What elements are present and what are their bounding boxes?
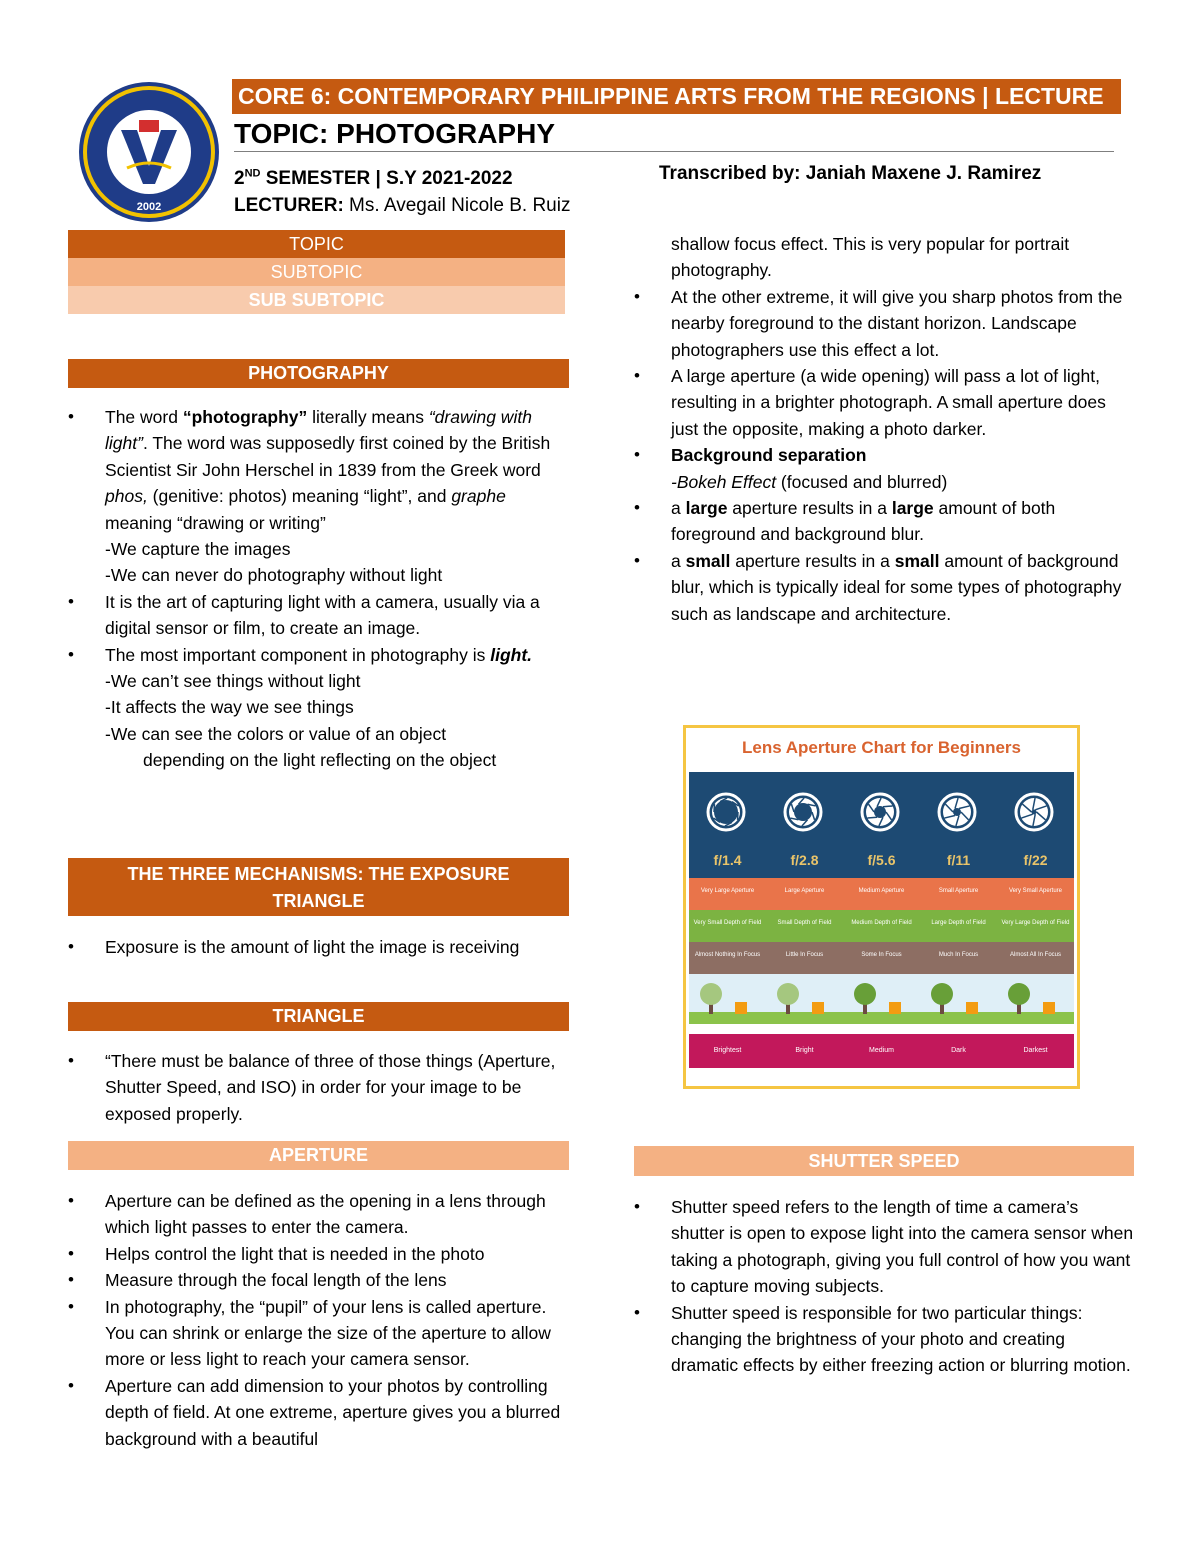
list-item: • Shutter speed is responsible for two particular things: changing the brightness of your photo and creating dramatic effects by either freezing action or blurring motion. <box>634 1300 1134 1379</box>
list-item: • a small aperture results in a small amount of background blur, which is typically ideal for some types of photography such as landscape and architecture. <box>634 548 1134 627</box>
lecturer-line: LECTURER: Ms. Avegail Nicole B. Ruiz <box>234 195 571 216</box>
list-item: • “There must be balance of three of those things (Aperture, Shutter Speed, and ISO) in order for your image to be exposed properly. <box>68 1048 568 1127</box>
legend-topic: TOPIC <box>68 230 565 258</box>
exposure-content <box>68 934 568 960</box>
legend-subsubtopic: SUB SUBTOPIC <box>68 286 565 314</box>
chart-cell-label: Large Aperture <box>784 888 825 894</box>
aperture-size-row <box>689 878 1074 910</box>
university-seal-logo <box>77 80 221 224</box>
chart-cell-label: Large Depth of Field <box>931 920 986 926</box>
list-item: • Aperture can be defined as the opening in a lens through which light passes to enter the camera. <box>68 1188 568 1241</box>
page-title: TOPIC: PHOTOGRAPHY <box>234 117 1114 152</box>
list-item: • Aperture can add dimension to your photos by controlling depth of field. At one extreme, aperture gives you a blurred background with a beautiful <box>68 1373 568 1452</box>
chart-cell-label: Dark <box>951 1047 966 1054</box>
list-item: • Background separation -Bokeh Effect (focused and blurred) <box>634 442 1134 495</box>
focus-row <box>689 942 1074 974</box>
svg-text:2002: 2002 <box>136 201 162 213</box>
chart-cell-label: Small Depth of Field <box>777 920 832 926</box>
aperture-icon <box>783 792 823 832</box>
course-banner: CORE 6: CONTEMPORARY PHILIPPINE ARTS FROM THE REGIONS | LECTURE <box>232 79 1121 114</box>
semester-line: 2ND SEMESTER | S.Y 2021-2022 <box>234 168 513 190</box>
aperture-icon <box>937 792 977 832</box>
section-aperture: APERTURE <box>68 1141 569 1170</box>
chart-cell-label: Medium <box>869 1047 894 1054</box>
chart-cell-label: Small Aperture <box>938 888 979 894</box>
scene-row <box>689 974 1074 1024</box>
chart-cell-label: Medium Aperture <box>858 888 905 894</box>
list-item: • Shutter speed refers to the length of time a camera’s shutter is open to expose light into the camera sensor when taking a photograph, giving you full control of how you want to capture moving subjects. <box>634 1194 1134 1300</box>
section-triangle: TRIANGLE <box>68 1002 569 1031</box>
chart-cell-label: Darkest <box>1023 1047 1048 1054</box>
aperture-icon <box>1014 792 1054 832</box>
list-item: • A large aperture (a wide opening) will pass a lot of light, resulting in a brighter photograph. A small aperture does just the opposite, making a photo darker. <box>634 363 1134 442</box>
list-item: • The most important component in photography is light. -We can’t see things without light -It affects the way we see things -We can see the colors or value of an object depending on the light reflecting on the object <box>68 642 568 774</box>
chart-cell-label: Bright <box>795 1047 814 1054</box>
chart-title: Lens Aperture Chart for Beginners <box>742 738 1021 757</box>
chart-body <box>689 772 1074 1084</box>
f-stop-label: f/22 <box>1023 852 1048 868</box>
shutter-content <box>634 1194 1134 1379</box>
list-item: • It is the art of capturing light with a camera, usually via a digital sensor or film, to create an image. <box>68 589 568 642</box>
section-exposure-triangle: THE THREE MECHANISMS: THE EXPOSURE TRIANGLE <box>68 858 569 916</box>
depth-of-field-row <box>689 910 1074 942</box>
section-photography: PHOTOGRAPHY <box>68 359 569 388</box>
aperture-column <box>997 772 1074 878</box>
aperture-band <box>689 772 1074 878</box>
aperture-icon <box>860 792 900 832</box>
f-stop-label: f/5.6 <box>867 852 896 868</box>
chart-cell-label: Very Small Aperture <box>1008 888 1063 894</box>
aperture-column <box>766 772 843 878</box>
brightness-row <box>689 1034 1074 1068</box>
photography-content <box>68 404 568 774</box>
f-stop-label: f/1.4 <box>713 852 742 868</box>
legend-subtopic: SUBTOPIC <box>68 258 565 286</box>
aperture-content <box>68 1188 568 1452</box>
scene-illustration <box>997 974 1074 1024</box>
list-item: • In photography, the “pupil” of your lens is called aperture. You can shrink or enlarge the size of the aperture to allow more or less light to reach your camera sensor. <box>68 1294 568 1373</box>
lens-aperture-chart-image <box>683 725 1080 1089</box>
triangle-content <box>68 1048 568 1127</box>
list-item: • Helps control the light that is needed in the photo <box>68 1241 568 1267</box>
aperture-continued: shallow focus effect. This is very popular for portrait photography. • At the other extreme, it will give you sharp photos from the nearby foreground to the distant horizon. Landscape photographers use this effect a lot. • A large aperture (a wide opening) will pass a lot of light, resulting in a brighter photograph. A small aperture does just the opposite, making a photo darker. • Background separation -Bokeh Effect (focused and blurred) • a large aperture results in a large amount of both foreground and background blur. • a small aperture results in a small amount of background blur, which is typically ideal for some types of photography such as landscape and architecture. <box>634 231 1134 627</box>
chart-cell-label: Brightest <box>713 1047 742 1054</box>
chart-cell-label: Very Large Aperture <box>700 888 755 894</box>
aperture-icon <box>706 792 746 832</box>
chart-cell-label: Little In Focus <box>785 952 824 958</box>
chart-cell-label: Some In Focus <box>861 952 902 958</box>
scene-illustration <box>843 974 920 1024</box>
f-stop-label: f/2.8 <box>790 852 819 868</box>
chart-cell-label: Almost Nothing In Focus <box>694 952 761 958</box>
scene-illustration <box>766 974 843 1024</box>
chart-cell-label: Much In Focus <box>938 952 979 958</box>
aperture-column <box>920 772 997 878</box>
transcriber-line: Transcribed by: Janiah Maxene J. Ramirez <box>659 163 1042 184</box>
list-item: • a large aperture results in a large amount of both foreground and background blur. <box>634 495 1134 548</box>
chart-cell-label: Medium Depth of Field <box>851 920 912 926</box>
chart-cell-label: Very Small Depth of Field <box>693 920 762 926</box>
chart-cell-label: Very Large Depth of Field <box>1001 920 1070 926</box>
list-item: • Exposure is the amount of light the image is receiving <box>68 934 568 960</box>
f-stop-label: f/11 <box>946 852 971 868</box>
aperture-column <box>843 772 920 878</box>
list-item: • Measure through the focal length of the lens <box>68 1267 568 1293</box>
aperture-column <box>689 772 766 878</box>
scene-illustration <box>689 974 766 1024</box>
list-item: • The word “photography” literally means “drawing with light”. The word was supposedly first coined by the British Scientist Sir John Herschel in 1839 from the Greek word phos, (genitive: photos) meaning “light”, and graphe meaning “drawing or writing” -We capture the images -We can never do photography without light <box>68 404 568 589</box>
scene-illustration <box>920 974 997 1024</box>
chart-cell-label: Almost All In Focus <box>1009 952 1062 958</box>
list-item: • At the other extreme, it will give you sharp photos from the nearby foreground to the distant horizon. Landscape photographers use this effect a lot. <box>634 284 1134 363</box>
section-shutter-speed: SHUTTER SPEED <box>634 1146 1134 1176</box>
